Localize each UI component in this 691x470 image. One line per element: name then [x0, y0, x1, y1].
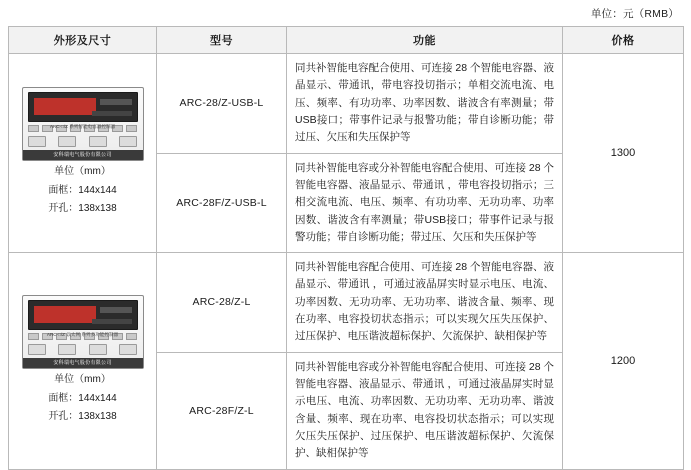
device-face-label: ARC-□/Z 系列智能电容器控制器	[49, 124, 116, 130]
dimension-line-cutout: 开孔：138x138	[48, 411, 117, 423]
device-face-label: ARC-□/Z 以太网 系列多功能控制器	[46, 332, 119, 338]
device-display-icon	[28, 300, 138, 330]
model-code: ARC-28F/Z-L	[157, 352, 287, 469]
dimension-line-unit: 单位（mm）	[54, 166, 111, 178]
model-code: ARC-28/Z-USB-L	[157, 54, 287, 154]
column-header-price: 价格	[563, 27, 684, 54]
dimension-line-unit: 单位（mm）	[54, 374, 111, 386]
table-body	[9, 54, 684, 470]
function-description: 同共补智能电容或分补智能电容配合使用、可连接 28 个智能电容器、液晶显示、带通讯 ，可通过液晶屏实时显示电压、电流、功率因数、无功功率、无功功率、谐波含量、频率、现在功率、电容投切状态指示；可以实现欠压失压保护、过压保护、电压谐波超标保护、欠流保护、缺相保护等	[287, 352, 563, 469]
dimension-line-cutout: 开孔：138x138	[48, 203, 117, 215]
table-row	[9, 54, 684, 154]
column-header-dimensions: 外形及尺寸	[9, 27, 157, 54]
price-value: 1300	[563, 54, 684, 253]
function-description: 同共补智能电容配合使用、可连接 28 个智能电容器、液晶显示、带通讯，带电容投切指示；单相交流电流、电压、频率、有功功率、功率因数、谐波含有率测量；带USB接口；带事件记录与报警功能；带自诊断功能；带过压、欠压和失压保护等	[287, 54, 563, 154]
function-description: 同共补智能电容配合使用、可连接 28 个智能电容器、液晶显示、带通讯 ，可通过液晶屏实时显示电压、电流、功率因数、无功功率、无功功率、谐波含量、频率、现在功率、电容投切状态指示；可以实现欠压失压保护、过压保护、电压谐波超标保护、欠流保护、缺相保护等	[287, 253, 563, 353]
product-image-cell	[9, 54, 157, 253]
column-header-model: 型号	[157, 27, 287, 54]
device-display-icon	[28, 92, 138, 122]
unit-note: 单位：元（RMB）	[590, 8, 679, 20]
product-image-cell	[9, 253, 157, 469]
device-buttons	[28, 344, 138, 355]
dimension-line-frame: 面框：144x144	[48, 184, 117, 196]
table-header	[9, 27, 684, 54]
controller-device-illustration	[22, 87, 144, 161]
column-header-function: 功能	[287, 27, 563, 54]
device-brand-label: 安科瑞电气股份有限公司	[23, 358, 143, 368]
device-buttons	[28, 136, 138, 147]
function-description: 同共补智能电容或分补智能电容配合使用、可连接 28 个智能电容器、液晶显示、带通讯 ，带电容投切指示；三相交流电流、电压、频率、有功功率、无功功率、功率因数、谐波含有率测量；带USB接口；带事件记录与报警功能；带自诊断功能；带过压、欠压和失压保护等	[287, 153, 563, 253]
table-header-row	[9, 27, 684, 54]
product-spec-table	[8, 26, 684, 470]
device-brand-label: 安科瑞电气股份有限公司	[23, 150, 143, 160]
table-row	[9, 253, 684, 353]
price-value: 1200	[563, 253, 684, 469]
model-code: ARC-28/Z-L	[157, 253, 287, 353]
controller-device-illustration	[22, 295, 144, 369]
dimension-line-frame: 面框：144x144	[48, 392, 117, 404]
model-code: ARC-28F/Z-USB-L	[157, 153, 287, 253]
